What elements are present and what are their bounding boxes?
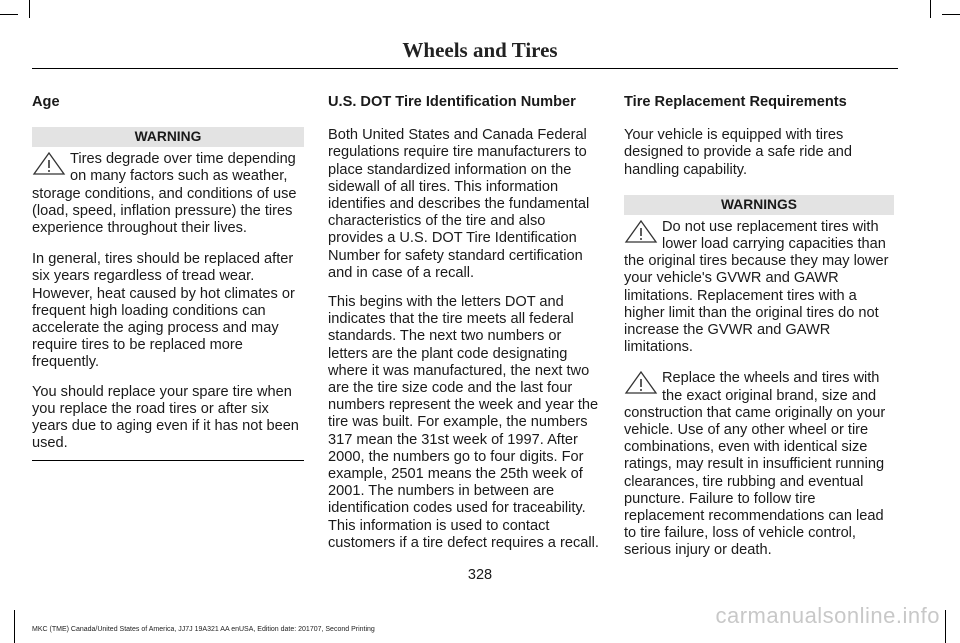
paragraph: Both United States and Canada Federal regulations require tire manufacturers to place standardized information on the sidewall of all tires. This information identifies and describes the fundamental characteristics of the tire and also provides a U.S. DOT Tire Identification Number for safety standard certification and in case of a recall. (328, 127, 590, 281)
edition-footer: MKC (TME) Canada/United States of America, JJ7J 19A321 AA enUSA, Edition date: 201707, Second Printing (32, 626, 375, 633)
warnings-label: WARNINGS (624, 195, 894, 215)
column-dot-id (328, 94, 600, 564)
section-heading-replacement: Tire Replacement Requirements (624, 94, 847, 110)
paragraph: Your vehicle is equipped with tires designed to provide a safe ride and handling capability. (624, 127, 852, 178)
warning-text: Do not use replacement tires with lower load carrying capacities than the original tires because they may lower your vehicle's GVWR and GAWR limitations. Replacement tires with a higher limit than the original tires do not increase the GVWR and GAWR limitations. (624, 218, 889, 356)
crop-mark (14, 610, 15, 643)
warning-text-container (32, 151, 304, 237)
section-heading-age: Age (32, 94, 60, 110)
crop-mark (945, 610, 946, 643)
crop-mark (0, 14, 18, 15)
column-replacement (624, 94, 894, 560)
watermark: carmanualsonline.info (715, 603, 940, 628)
crop-mark (29, 0, 30, 18)
page-number: 328 (467, 567, 493, 583)
warning-text: Tires degrade over time depending on many factors such as weather, storage conditions, and conditions of use (load, speed, inflation pressure) the tires experience throughout their lives. (32, 151, 297, 237)
warning-block (32, 127, 304, 237)
paragraph: You should replace your spare tire when you replace the road tires or after six years due to aging even if it has not been used. (32, 383, 299, 452)
column-age (32, 94, 304, 461)
crop-mark (942, 14, 960, 15)
page-title: Wheels and Tires (402, 38, 558, 62)
warning-triangle-icon (624, 370, 660, 396)
warning-label: WARNING (32, 127, 304, 147)
section-divider (32, 460, 304, 461)
header-divider (32, 68, 898, 69)
paragraph: This begins with the letters DOT and indicates that the tire meets all federal standards. The next two numbers or letters are the plant code designating where it was manufactured, the next two are the tire size code and the last four numbers represent the week and year the tire was built. For example, the numbers 317 mean the 31st week of 1997. After 2000, the numbers go to four digits. For example, 2501 means the 25th week of 2001. The numbers in between are identification codes used for traceability. This information is used to contact customers if a tire defect requires a recall. (328, 294, 599, 551)
warning-text-container (624, 219, 894, 357)
section-heading-dot: U.S. DOT Tire Identification Number (328, 94, 576, 110)
paragraph: In general, tires should be replaced after six years regardless of tread wear. However, heat caused by hot climates or frequent high loading conditions can accelerate the aging process and may require tires to be replaced more frequently. (32, 251, 295, 371)
warning-triangle-icon (32, 151, 68, 177)
warning-triangle-icon (624, 219, 660, 245)
warning-text-container (624, 370, 894, 559)
warning-text: Replace the wheels and tires with the exact original brand, size and construction that came originally on your vehicle. Use of any other wheel or tire combinations, even with identical size ratings, may result in insufficient running clearances, tire rubbing and eventual puncture. Failure to follow tire replacement recommendations can lead to tire failure, loss of vehicle control, serious injury or death. (624, 370, 886, 559)
crop-mark (930, 0, 931, 18)
